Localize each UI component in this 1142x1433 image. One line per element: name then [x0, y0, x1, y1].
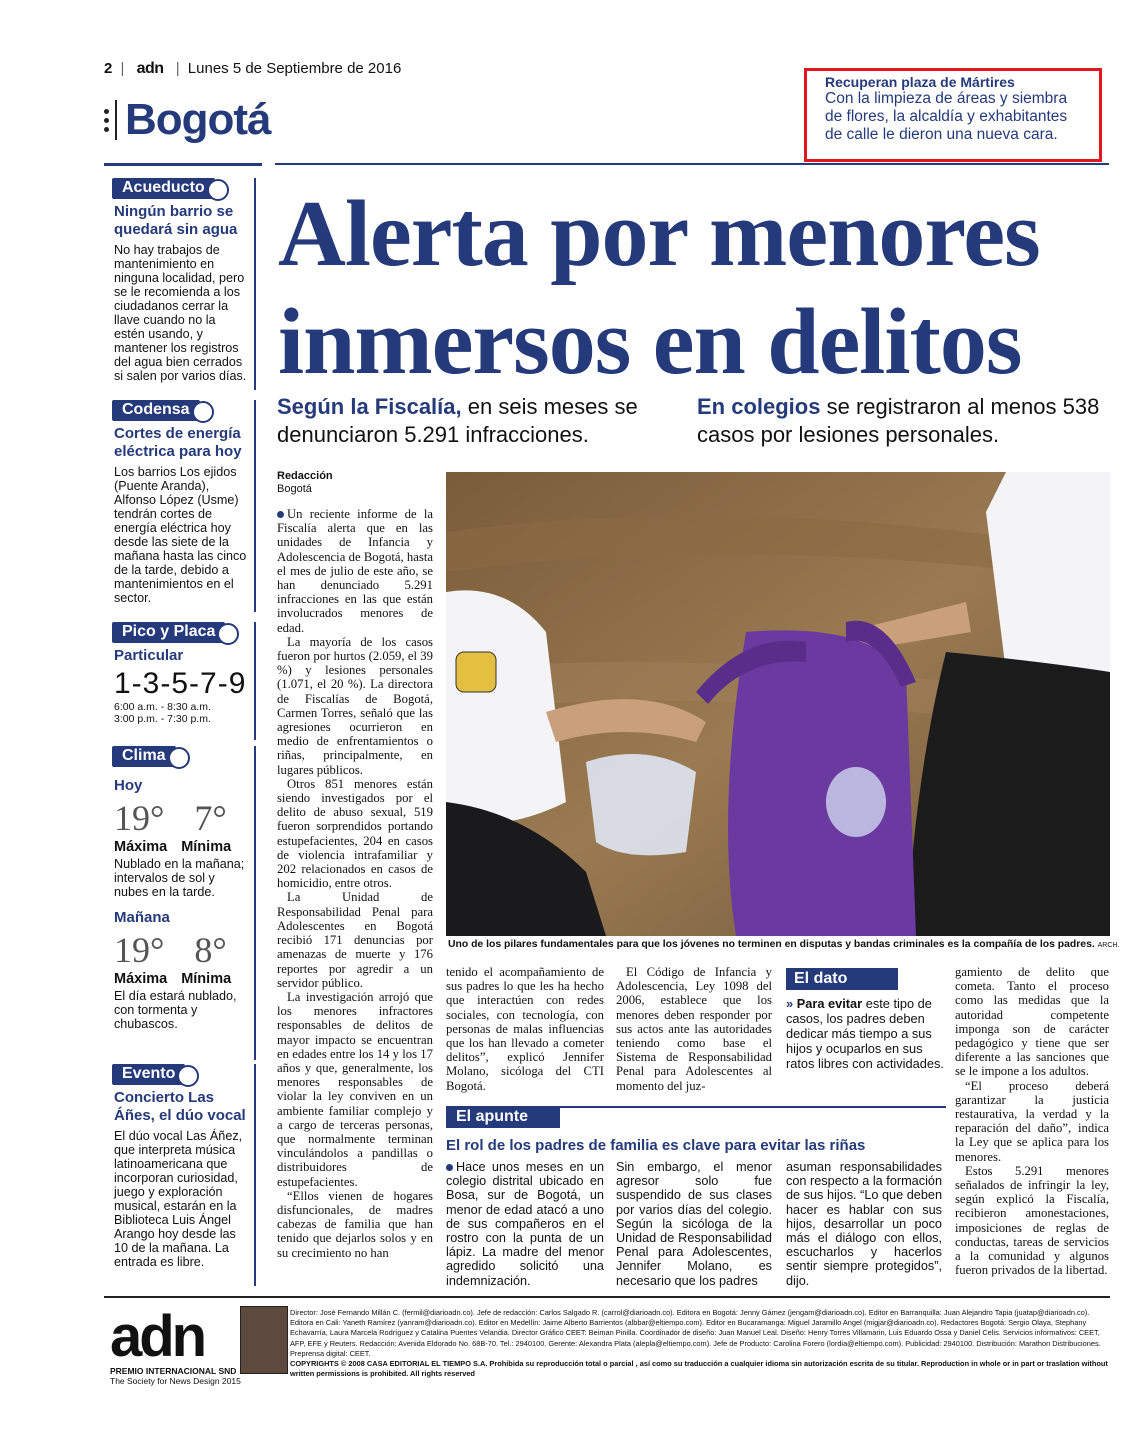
- society-label: The Society for News Design 2015: [110, 1376, 241, 1386]
- arrow-icon: »: [786, 996, 794, 1011]
- sidebar-item-evento: [104, 1064, 256, 1286]
- article-column-2: [446, 965, 604, 1093]
- paragraph: Un reciente informe de la Fiscalía alerta que en las unidades de Infancia y Adolescencia de Bogotá, hasta el mes de julio de este año, se han denunciado 5.291 infracciones en las que están involucrados menores de edad.: [277, 507, 433, 635]
- apunte-column-1: Hace unos meses en un colegio distrital ubicado en Bosa, sur de Bogotá, un menor de edad atacó a uno de sus compañeros en el rostro con la punta de un lápiz. La madre del menor agredido solicitó una indemnización.: [446, 1160, 604, 1288]
- paragraph: tenido el acompañamiento de sus padres lo que les ha hecho que interactúen con redes sociales, con tecnología, con personas de malas influencias que los han llevado a cometer delitos”, explicó Jennifer Molano, sicóloga del CTI Bogotá.: [446, 965, 604, 1093]
- tag-acueducto: Acueducto: [112, 178, 215, 199]
- weather-tomorrow-temps: [104, 929, 254, 971]
- apunte-column-3: asuman responsabilidades con respecto a la formación de sus hijos. “Lo que deben hacer es hablar con sus hijos, desarrollar un poco más el diálogo con ellos, escucharlos y hacerlos sentir siempre protegidos”, dijo.: [786, 1160, 942, 1288]
- award-label: PREMIO INTERNACIONAL SND: [110, 1366, 237, 1376]
- teaser-text: Con la limpieza de áreas y siembra de flores, la alcaldía y exhabitantes de calle le dieron una nueva cara.: [825, 90, 1068, 143]
- section-title: Bogotá: [125, 95, 271, 144]
- byline-author: Redacción: [277, 470, 333, 482]
- article-column-1: [277, 507, 433, 1260]
- hours-morning: 6:00 a.m. - 8:30 a.m.: [114, 701, 211, 713]
- subhead-text: en seis meses se denunciaron 5.291 infracciones.: [277, 394, 638, 447]
- temp-max: 19°: [114, 798, 165, 838]
- divider: [275, 163, 1109, 165]
- hours-afternoon: 3:00 p.m. - 7:30 p.m.: [114, 713, 211, 725]
- page-header-line: [104, 60, 401, 78]
- photo-illustration: [446, 472, 1110, 936]
- min-label: Mínima: [181, 971, 232, 987]
- paragraph: Otros 851 menores están siendo investigados por el delito de abuso sexual, 519 fueron sorprendidos portando estupefacientes, 204 en casos de violencia intrafamiliar y 202 relacionados en casos de homicidio, entre otros.: [277, 776, 433, 891]
- section-dots-icon: [104, 109, 109, 132]
- brand-logo: adn: [136, 60, 164, 77]
- copyright: COPYRIGHTS © 2008 CASA EDITORIAL EL TIEMPO S.A. Prohibida su reproducción total o parcial , así como su traducción a cualquier idioma sin autorización escrita de su titular. Reproduction in whole or in part or traslation without written permissions is prohibited. All rights reserved: [290, 1359, 1108, 1379]
- weather-tomorrow-label: Mañana: [114, 909, 170, 926]
- sidebar: [104, 174, 258, 1433]
- sidebar-heading: Concierto Las Áñes, el dúo vocal: [114, 1089, 246, 1124]
- subhead-lead: En colegios: [697, 394, 821, 419]
- teaser-title: Recuperan plaza de Mártires: [825, 74, 1015, 90]
- weather-today-temps: [104, 797, 254, 839]
- divider: [115, 100, 117, 140]
- tag-pico-placa: Pico y Placa: [112, 622, 225, 643]
- tag-el-dato: El dato: [786, 968, 898, 990]
- max-label: Máxima: [114, 839, 168, 855]
- sidebar-item-acueducto: [104, 178, 256, 390]
- page-number: 2: [104, 60, 113, 77]
- credits-text: Director: José Fernando Millán C. (fermil@diarioadn.co). Jefe de redacción: Carlos Salgado R. (carrol@diarioadn.co). Editora en Bogotá: Jenny Gámez (jengam@diarioadn.co). Editor en Barranquilla: Juan Alejandro Tapia (juatap@diarioadn.co). Editora en Cali: Yaneth Ramírez (yanram@diarioadn.co). Editor en Medellín: Jaime Alberto Barrientos (albbar@eltiempo.com). Editor en Bucaramanga: Miguel Jaramillo Angel (migjar@diarioadn.co). Redactores Bogotá: Sergio Olaya, Stephany Echavarría, Laura Marcela Rodríguez y Catalina Puentes Velandia. Director Gráfico CEET: Beiman Pinilla. Coordinador de diseño: Juan Manuel Leal. Diseño: Henry Torres Villamarin, Luis Eduardo Ossa y Daniel Celis. Servicios informativos: CEET, AFP, EFE y Reuters. Redacción: Avenida Eldorado No. 68B-70. Tel.: 2940100. Gerente: Alexandra Plata (alepla@eltiempo.com). Jefe de Producto: Carolina Forero (lordia@eltiempo.com). Publicidad: 2940100. Distribución: Marathon Distribuciones. Preprensa digital: CEET.: [290, 1308, 1101, 1358]
- tag-clima: Clima: [112, 746, 176, 767]
- temp-min: 7°: [194, 798, 227, 838]
- temp-max: 19°: [114, 930, 165, 970]
- weather-tomorrow-text: El día estará nublado, con tormenta y chubascos.: [114, 989, 237, 1031]
- paragraph: La mayoría de los casos fueron por hurtos (2.059, el 39 %) y lesiones personales (1.071, el 20 %). La directora de Fiscalías de Bogotá, Carmen Torres, señaló que las agresiones ocurrieron en medio de enfrentamientos o riñas, principalmente, en lugares públicos.: [277, 634, 433, 777]
- sidebar-heading: Ningún barrio se quedará sin agua: [114, 203, 238, 238]
- publication-date: Lunes 5 de Septiembre de 2016: [187, 60, 402, 77]
- credits: [290, 1308, 1108, 1379]
- tag-el-apunte: El apunte: [446, 1106, 560, 1128]
- photo-caption: Uno de los pilares fundamentales para que los jóvenes no terminen en disputas y bandas criminales es la compañía de los padres. ARCH.: [448, 939, 1120, 950]
- plate-digits: 1-3-5-7-9: [114, 667, 247, 700]
- divider: |: [120, 60, 125, 77]
- tag-codensa: Codensa: [112, 400, 200, 421]
- weather-today-text: Nublado en la mañana; intervalos de sol y nubes en la tarde.: [114, 857, 245, 899]
- subhead-right: [697, 393, 1109, 449]
- data-text: » Para evitar este tipo de casos, los padres deben dedicar más tiempo a sus hijos y ocuparlos en sus ratos libres con actividades.: [786, 996, 944, 1071]
- apunte-heading: El rol de los padres de familia es clave para evitar las riñas: [446, 1137, 866, 1154]
- temp-labels: [104, 839, 254, 855]
- byline-location: Bogotá: [277, 483, 312, 495]
- subhead-lead: Según la Fiscalía,: [277, 394, 462, 419]
- sidebar-heading: Cortes de energía eléctrica para hoy: [114, 425, 242, 460]
- subhead-left: [277, 393, 687, 449]
- subhead-text: se registraron al menos 538 casos por lesiones personales.: [697, 394, 1100, 447]
- data-box: [786, 968, 950, 1071]
- sidebar-item-codensa: [104, 400, 256, 612]
- temp-labels: [104, 971, 254, 987]
- divider: [560, 1106, 946, 1108]
- headline: Alerta por menores inmersos en delitos: [278, 182, 1040, 394]
- teaser-box[interactable]: [804, 68, 1102, 162]
- paragraph: Estos 5.291 menores señalados de infringir la ley, según explicó la Fiscalía, recibieron amonestaciones, imposiciones de reglas de conductas, tareas de servicios a la comunidad y algunos fueron privados de la libertad.: [955, 1163, 1109, 1278]
- section-header: [104, 96, 271, 144]
- divider: [104, 1296, 1110, 1298]
- sidebar-item-pico-placa: [104, 622, 256, 740]
- snd-logo: SND: [218, 1366, 237, 1376]
- article-column-3: [616, 965, 772, 1093]
- footer-brand-logo: adn: [110, 1304, 205, 1369]
- sidebar-item-clima: [104, 746, 256, 1060]
- tag-evento: Evento: [112, 1064, 185, 1085]
- article-photo: [446, 472, 1110, 936]
- paragraph: La Unidad de Responsabilidad Penal para Adolescentes en Bogotá recibió 171 denuncias por amenazas de muerte y 176 reportes por agredir a un servidor público.: [277, 890, 433, 990]
- paragraph: El Código de Infancia y Adolescencia, Ley 1098 del 2006, establece que los menores deben responder por sus actos ante las autoridades teniendo como base el Sistema de Responsabilidad Penal para Adolescentes al momento del juz-: [616, 965, 772, 1093]
- sidebar-body: No hay trabajos de mantenimiento en ninguna localidad, pero se le recomienda a los ciudadanos cerrar la llave cuando no la estén usando, y mantener los registros del agua bien cerrados si salen por varios días.: [114, 243, 247, 383]
- article-column-4: [955, 965, 1109, 1277]
- paragraph: La investigación arrojó que los menores infractores responsables de delitos de mayor impacto se encuentran en edades entre los 14 y los 17 años y que, generalmente, los menores responsables de violar la ley conviven en un ambiente familiar complejo y a cargo de terceras personas, que normalmente terminan vinculándolos a pandillas o distribuidores de estupefacientes.: [277, 989, 433, 1189]
- bullet-icon: [277, 511, 284, 518]
- bullet-icon: [446, 1164, 453, 1171]
- min-label: Mínima: [181, 839, 232, 855]
- sidebar-body: Los barrios Los ejidos (Puente Aranda), Alfonso López (Usme) tendrán cortes de energía eléctrica hoy desde las siete de la mañana hasta las cinco de la tarde, debido a mantenimientos en el sector.: [114, 465, 247, 605]
- temp-min: 8°: [194, 930, 227, 970]
- divider: |: [175, 60, 180, 77]
- paragraph: gamiento de delito que cometa. Tanto el proceso como las medidas que la autoridad competente imponga son de carácter pedagógico y tiene que ser diferente a las sanciones que se le impone a los adultos.: [955, 965, 1109, 1079]
- sidebar-body: El dúo vocal Las Áñez, que interpreta música latinoamericana que incorporan curiosidad, juego y exploración musical, estarán en la Biblioteca Luis Ángel Arango hoy desde las 10 de la mañana. La entrada es libre.: [114, 1129, 243, 1269]
- paragraph: “Ellos vienen de hogares disfuncionales, de madres cabezas de familia que han tenido que dejarlos solos y en su crecimiento no han: [277, 1188, 433, 1260]
- weather-today-label: Hoy: [114, 777, 143, 794]
- byline: [277, 470, 333, 496]
- divider: [104, 163, 262, 166]
- apunte-column-2: Sin embargo, el menor agresor solo fue suspendido de sus clases por varios días del colegio. Según la sicóloga de la Unidad de Responsabilidad Penal para Adolescentes, Jennifer Molano, es necesario que los padres: [616, 1160, 772, 1288]
- photo-credit: ARCH.: [1097, 942, 1120, 949]
- award-image: [240, 1306, 288, 1374]
- paragraph: “El proceso deberá garantizar la justicia restaurativa, la verdad y la reparación del daño”, indica la Ley que se aplica para los menores.: [955, 1078, 1109, 1164]
- sidebar-heading: Particular: [114, 647, 184, 664]
- footer-logo: [110, 1304, 286, 1408]
- max-label: Máxima: [114, 971, 168, 987]
